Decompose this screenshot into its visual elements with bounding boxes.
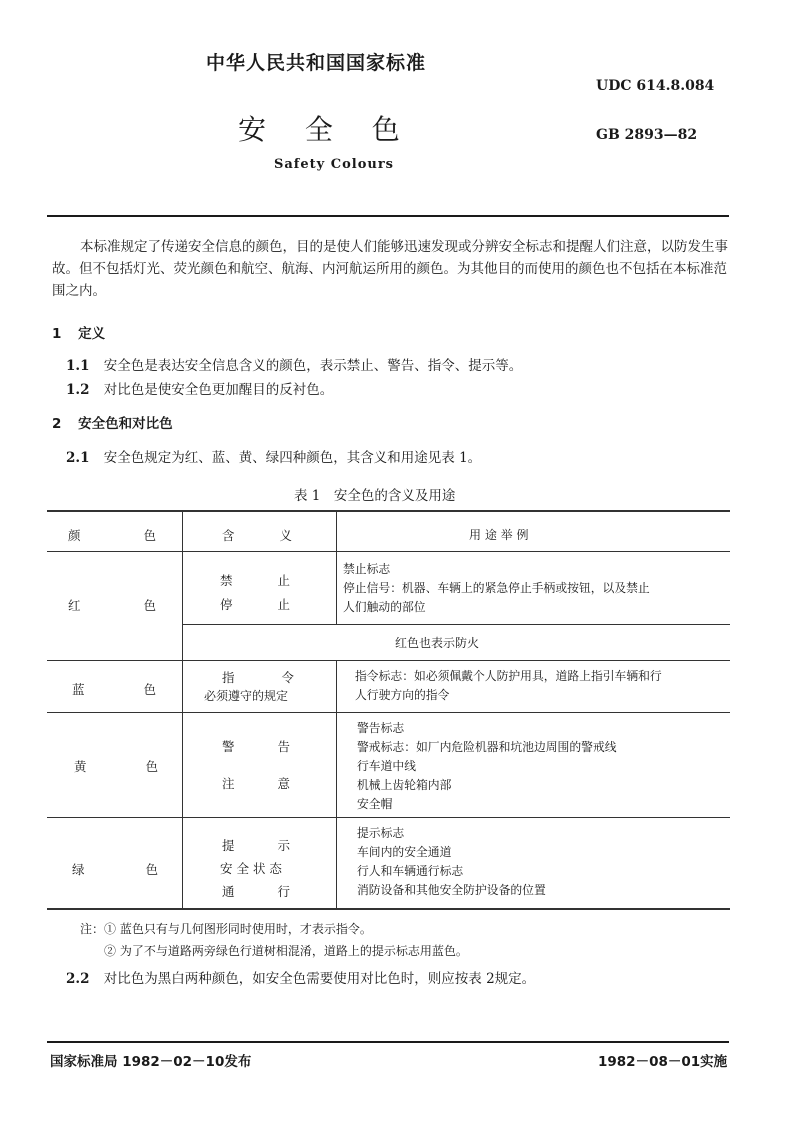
- standard-org: 中华人民共和国国家标准: [206, 52, 427, 74]
- usage-line: 安全帽: [357, 797, 393, 811]
- meaning-char: 通: [222, 884, 235, 899]
- row-blue-color: [72, 680, 156, 698]
- table-row-divider: [182, 624, 730, 625]
- row-red-color: [68, 596, 156, 614]
- meaning-char: 警: [222, 739, 235, 754]
- clause-2-1: [66, 446, 481, 466]
- note-label: 注：: [80, 922, 105, 936]
- row-yellow-usage: [357, 719, 617, 814]
- table-caption: 表 1 安全色的含义及用途: [294, 488, 456, 504]
- clause-text: 安全色规定为红、蓝、黄、绿四种颜色，其含义和用途见表 1。: [103, 450, 482, 466]
- color-char: 红: [68, 598, 81, 613]
- table-col-divider: [336, 511, 337, 624]
- table-bottom-border: [47, 908, 730, 910]
- color-char: 黄: [74, 759, 87, 774]
- usage-line: 禁止标志: [343, 562, 391, 576]
- row-red-usage: [343, 560, 650, 617]
- document-title: 安 全 色: [238, 113, 402, 146]
- table-col-divider: [182, 511, 183, 909]
- clause-text: 安全色是表达安全信息含义的颜色，表示禁止、警告、指令、提示等。: [103, 358, 523, 374]
- header-rule: [47, 215, 729, 217]
- meaning-char: 停: [220, 597, 233, 612]
- header-char: 含: [222, 528, 235, 543]
- usage-line: 停止信号：机器、车辆上的紧急停止手柄或按钮，以及禁止: [343, 581, 650, 595]
- color-char: 色: [143, 598, 156, 613]
- row-yellow-color: [74, 757, 158, 775]
- row-yellow-meaning-1: [222, 737, 290, 755]
- color-char: 色: [145, 862, 158, 877]
- row-red-extra: 红色也表示防火: [395, 636, 480, 650]
- usage-line: 人们触动的部位: [343, 600, 426, 614]
- clause-number: 1.1: [66, 358, 90, 374]
- document-title-en: Safety Colours: [274, 157, 395, 172]
- clause-2-2: [66, 967, 535, 987]
- meaning-char: 止: [277, 573, 290, 588]
- color-char: 绿: [72, 862, 85, 877]
- note-text: ① 蓝色只有与几何图形同时使用时，才表示指令。: [104, 922, 372, 936]
- header-meaning: [222, 526, 292, 544]
- section-title: 安全色和对比色: [78, 416, 173, 432]
- usage-line: 警戒标志：如厂内危险机器和坑池边周围的警戒线: [357, 740, 617, 754]
- footer-rule: [47, 1041, 729, 1043]
- clause-text: 对比色是使安全色更加醒目的反衬色。: [103, 382, 334, 398]
- table-row-divider: [47, 817, 730, 818]
- meaning-char: 行: [277, 884, 290, 899]
- clause-1-2: [66, 378, 333, 398]
- meaning-char: 禁: [220, 573, 233, 588]
- clause-number: 2.2: [66, 971, 90, 987]
- effective-date: 1982－08－01实施: [598, 1054, 728, 1070]
- color-char: 色: [143, 682, 156, 697]
- row-green-meaning-3: [222, 882, 290, 900]
- meaning-char: 令: [281, 670, 294, 685]
- usage-line: 提示标志: [357, 826, 405, 840]
- header-color: [68, 526, 156, 544]
- table-col-divider: [336, 660, 337, 909]
- header-char: 颜: [68, 528, 81, 543]
- meaning-char: 提: [222, 838, 235, 853]
- usage-line: 行人和车辆通行标志: [357, 864, 464, 878]
- header-usage: 用 途 举 例: [469, 528, 529, 542]
- usage-line: 消防设备和其他安全防护设备的位置: [357, 883, 546, 897]
- issued-date: 国家标准局 1982－02－10发布: [50, 1054, 252, 1070]
- intro-paragraph: 本标准规定了传递安全信息的颜色，目的是使人们能够迅速发现或分辨安全标志和提醒人们注意，以防发生事故。但不包括灯光、荧光颜色和航空、航海、内河航运所用的颜色。为其他目的而使用的颜色也不包括在本标准范围之内。: [52, 239, 728, 299]
- section-2-heading: [52, 412, 173, 432]
- meaning-char: 指: [222, 670, 235, 685]
- gb-code: GB 2893—82: [596, 127, 698, 143]
- row-green-usage: [357, 824, 546, 900]
- header-char: 色: [143, 528, 156, 543]
- row-green-color: [72, 860, 158, 878]
- row-green-meaning-1: [222, 836, 290, 854]
- row-green-meaning-2: 安 全 状 态: [220, 861, 282, 876]
- usage-line: 警告标志: [357, 721, 405, 735]
- table-row-divider: [47, 712, 730, 713]
- row-blue-meaning-1: [222, 668, 294, 686]
- table-top-border: [47, 510, 730, 512]
- clause-number: 2.1: [66, 450, 90, 466]
- usage-line: 指令标志：如必须佩戴个人防护用具，道路上指引车辆和行: [355, 669, 662, 683]
- meaning-char: 意: [277, 776, 290, 791]
- section-title: 定义: [78, 326, 106, 342]
- section-number: 1: [52, 326, 62, 342]
- table-header-border: [47, 551, 730, 552]
- row-blue-meaning-2: 必须遵守的规定: [204, 689, 289, 703]
- clause-1-1: [66, 354, 522, 374]
- color-char: 色: [145, 759, 158, 774]
- row-red-meaning-1: [220, 571, 290, 589]
- row-yellow-meaning-2: [222, 774, 290, 792]
- section-1-heading: [52, 322, 105, 342]
- usage-line: 行车道中线: [357, 759, 416, 773]
- meaning-char: 止: [277, 597, 290, 612]
- table-note-1: [80, 920, 372, 937]
- row-red-meaning-2: [220, 595, 290, 613]
- clause-number: 1.2: [66, 382, 90, 398]
- usage-line: 车间内的安全通道: [357, 845, 452, 859]
- table-row-divider: [47, 660, 730, 661]
- usage-line: 机械上齿轮箱内部: [357, 778, 452, 792]
- udc-code: UDC 614.8.084: [596, 78, 715, 94]
- header-char: 义: [279, 528, 292, 543]
- clause-text: 对比色为黑白两种颜色，如安全色需要使用对比色时，则应按表 2规定。: [103, 971, 536, 987]
- color-char: 蓝: [72, 682, 85, 697]
- meaning-char: 注: [222, 776, 235, 791]
- row-blue-usage: [355, 667, 662, 705]
- meaning-char: 示: [277, 838, 290, 853]
- meaning-char: 告: [277, 739, 290, 754]
- table-note-2: ② 为了不与道路两旁绿色行道树相混淆，道路上的提示标志用蓝色。: [104, 944, 468, 958]
- usage-line: 人行驶方向的指令: [355, 688, 450, 702]
- section-number: 2: [52, 416, 62, 432]
